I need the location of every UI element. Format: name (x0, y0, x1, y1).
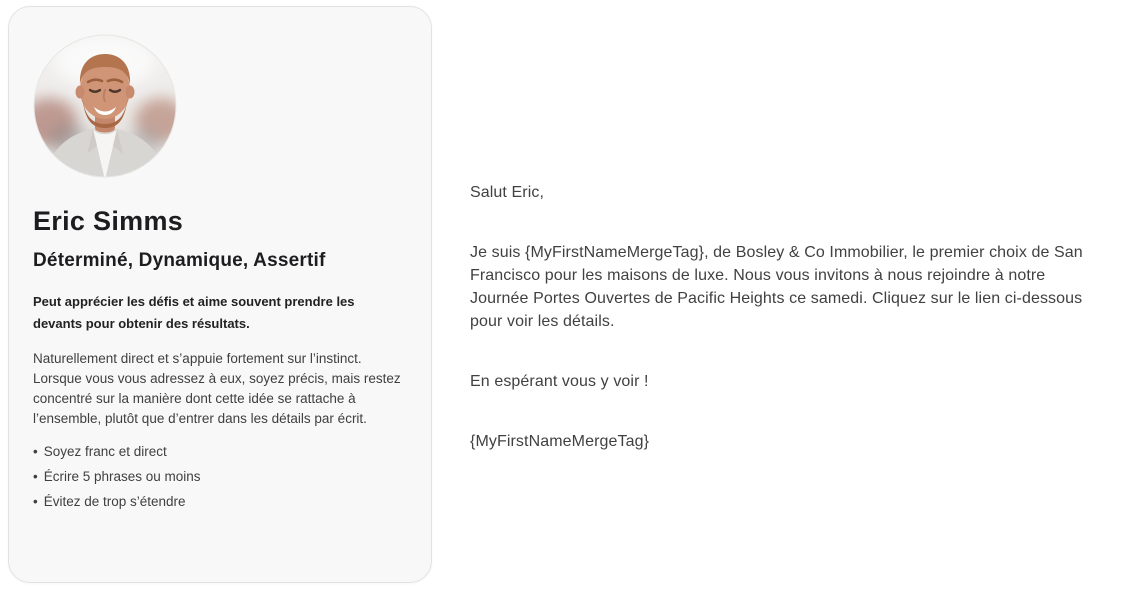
bullet-icon: • (33, 469, 38, 484)
bullet-icon: • (33, 444, 38, 459)
tip-text: Évitez de trop s’étendre (43, 494, 186, 509)
avatar-photo (33, 34, 177, 178)
email-preview (470, 181, 1095, 453)
profile-name: Eric Simms (33, 206, 184, 236)
email-closing: En espérant vous y voir ! (470, 373, 649, 390)
bullet-icon: • (33, 494, 38, 509)
profile-description: Naturellement direct et s’appuie fortement sur l’instinct. Lorsque vous vous adressez à eux, soyez précis, mais restez concentré sur la manière dont cette idée se rattache à l’ensemble, plutôt que d’entrer dans les détails par écrit. (33, 351, 401, 426)
list-item (33, 467, 407, 486)
tip-text: Soyez franc et direct (43, 444, 167, 459)
profile-summary: Peut apprécier les défis et aime souvent prendre les devants pour obtenir des résultats. (33, 294, 355, 331)
writing-tips-list (33, 442, 407, 511)
email-signature: {MyFirstNameMergeTag} (470, 433, 650, 450)
profile-traits: Déterminé, Dynamique, Assertif (33, 250, 326, 271)
personality-profile-card (8, 6, 432, 583)
tip-text: Écrire 5 phrases ou moins (43, 469, 201, 484)
avatar (33, 34, 177, 178)
list-item (33, 492, 407, 511)
list-item (33, 442, 407, 461)
email-body: Je suis {MyFirstNameMergeTag}, de Bosley & Co Immobilier, le premier choix de San Francisco pour les maisons de luxe. Nous vous invitons à nous rejoindre à notre Journée Portes Ouvertes de Pacific Heights ce samedi. Cliquez sur le lien ci-dessous pour voir les détails. (470, 244, 1083, 330)
email-greeting: Salut Eric, (470, 184, 545, 201)
